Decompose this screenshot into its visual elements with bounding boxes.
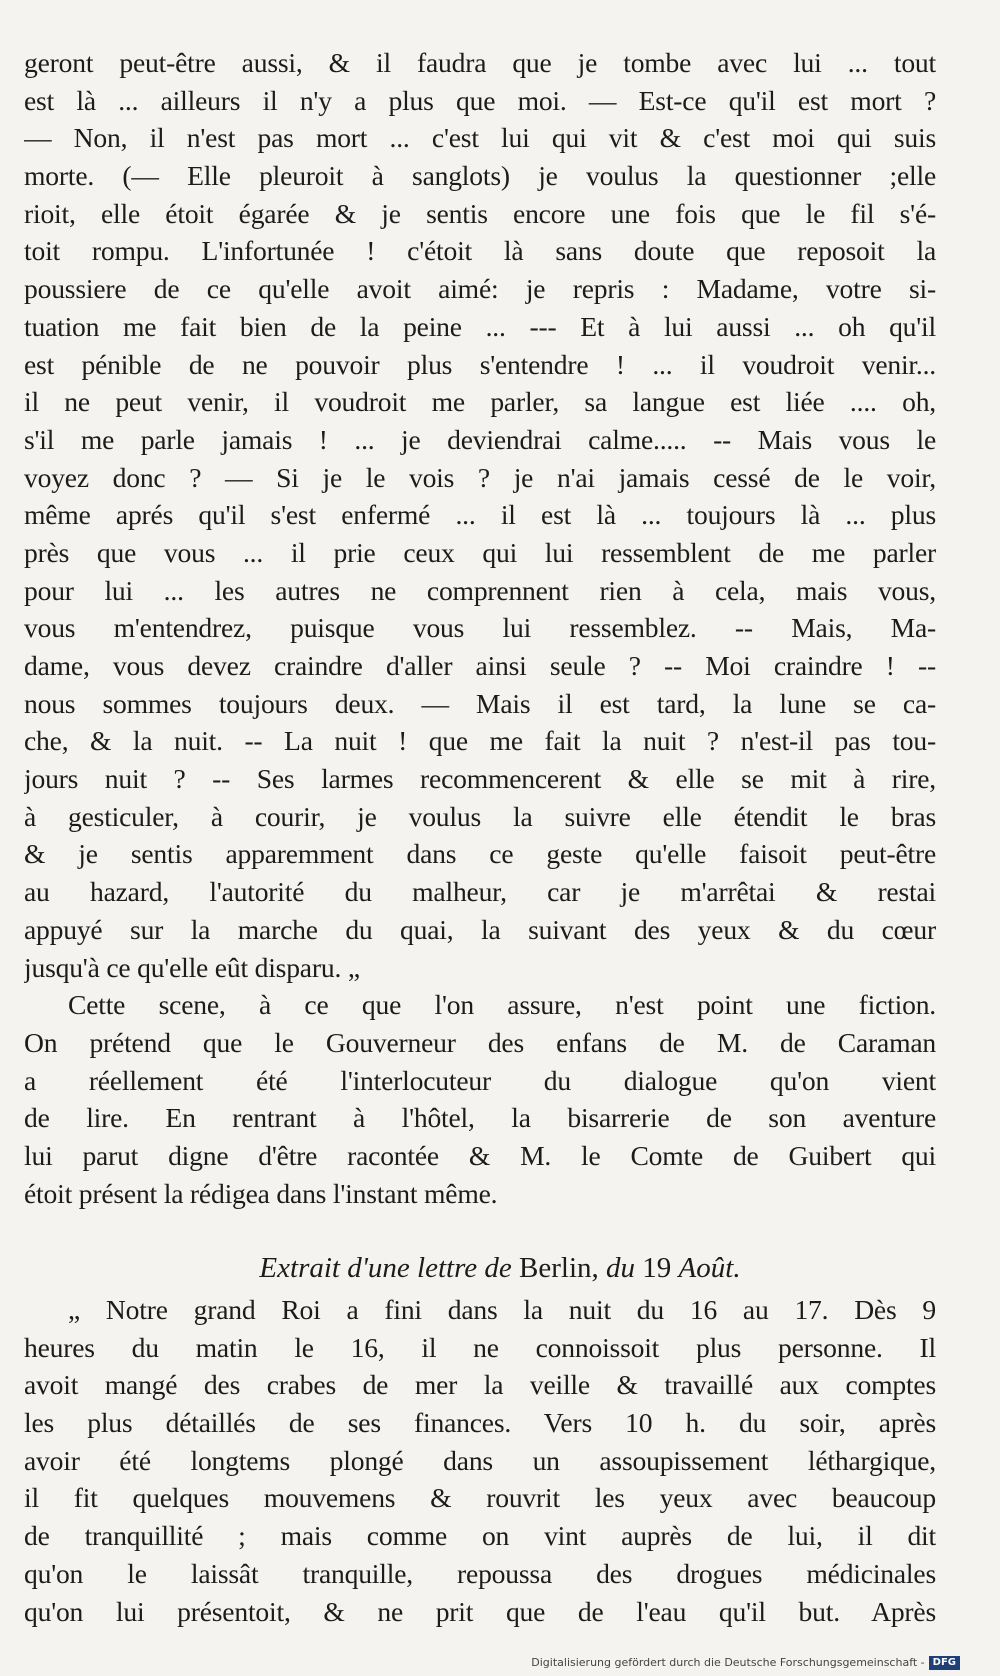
text-line: vous m'entendrez, puisque vous lui ressemblez. -- Mais, Ma- — [24, 612, 936, 644]
text-line: On prétend que le Gouverneur des enfans de M. de Caraman — [24, 1026, 936, 1058]
letter-text-block — [24, 1291, 936, 1630]
text-line: de lire. En rentrant à l'hôtel, la bisarrerie de son aventure — [24, 1102, 936, 1134]
text-line: „ Notre grand Roi a fini dans la nuit du 16 au 17. Dès 9 — [68, 1294, 936, 1325]
heading-part: Extrait d'une lettre de — [259, 1252, 512, 1284]
text-line: de tranquillité ; mais comme on vint auprès de lui, il dit — [24, 1520, 936, 1552]
text-line: Cette scene, à ce que l'on assure, n'est point une fiction. — [68, 989, 936, 1021]
text-line: toit rompu. L'infortunée ! c'étoit là sans doute que reposoit la — [24, 235, 936, 267]
text-line: poussiere de ce qu'elle avoit aimé: je repris : Madame, votre si- — [24, 273, 936, 305]
section-heading — [0, 1248, 1000, 1288]
digitization-credit — [531, 1654, 960, 1672]
text-line: rioit, elle étoit égarée & je sentis encore une fois que le fil s'é- — [24, 197, 936, 229]
text-line: geront peut-être aussi, & il faudra que je tombe avec lui ... tout — [24, 47, 936, 78]
text-line: che, & la nuit. -- La nuit ! que me fait la nuit ? n'est-il pas tou- — [24, 725, 936, 757]
text-line: qu'on le laissât tranquille, repoussa des drogues médicinales — [24, 1557, 936, 1589]
heading-part: 19 — [642, 1252, 672, 1284]
text-line: morte. (— Elle pleuroit à sanglots) je voulus la questionner ;elle — [24, 160, 936, 192]
heading-part: Berlin, — [519, 1252, 599, 1284]
text-line: étoit présent la rédigea dans l'instant même. — [24, 1177, 498, 1209]
text-line: à gesticuler, à courir, je voulus la suivre elle étendit le bras — [24, 800, 936, 832]
text-line: jours nuit ? -- Ses larmes recommencerent & elle se mit à rire, — [24, 763, 936, 795]
text-line: est là ... ailleurs il n'y a plus que moi. — Est-ce qu'il est mort ? — [24, 84, 936, 116]
main-text-block — [24, 44, 936, 1212]
text-line: s'il me parle jamais ! ... je deviendrai calme..... -- Mais vous le — [24, 423, 936, 455]
text-line: au hazard, l'autorité du malheur, car je m'arrêtai & restai — [24, 876, 936, 908]
text-line: tuation me fait bien de la peine ... --- Et à lui aussi ... oh qu'il — [24, 310, 936, 342]
text-line: avoit mangé des crabes de mer la veille & travaillé aux comptes — [24, 1369, 936, 1401]
text-line: près que vous ... il prie ceux qui lui ressemblent de me parler — [24, 536, 936, 568]
text-line: heures du matin le 16, il ne connoissoit plus personne. Il — [24, 1331, 936, 1363]
heading-part: Août. — [678, 1252, 741, 1284]
text-line: pour lui ... les autres ne comprennent rien à cela, mais vous, — [24, 574, 936, 606]
text-line: qu'on lui présentoit, & ne prit que de l'eau qu'il but. Après — [24, 1595, 936, 1627]
credit-text: Digitalisierung gefördert durch die Deutsche Forschungsgemeinschaft - — [531, 1656, 925, 1669]
text-line: même aprés qu'il s'est enfermé ... il est là ... toujours là ... plus — [24, 499, 936, 531]
dfg-logo: DFG — [929, 1656, 960, 1670]
heading-part: du — [606, 1252, 636, 1284]
text-line: dame, vous devez craindre d'aller ainsi seule ? -- Moi craindre ! -- — [24, 650, 936, 681]
text-line: a réellement été l'interlocuteur du dialogue qu'on vient — [24, 1064, 936, 1096]
text-line: est pénible de ne pouvoir plus s'entendre ! ... il voudroit venir... — [24, 348, 936, 380]
text-line: nous sommes toujours deux. — Mais il est tard, la lune se ca- — [24, 687, 936, 719]
text-line: appuyé sur la marche du quai, la suivant des yeux & du cœur — [24, 913, 936, 945]
text-line: les plus détaillés de ses finances. Vers 10 h. du soir, après — [24, 1407, 936, 1439]
text-line: avoir été longtems plongé dans un assoupissement léthargique, — [24, 1444, 936, 1476]
text-line: il fit quelques mouvemens & rouvrit les yeux avec beaucoup — [24, 1482, 936, 1514]
text-line: voyez donc ? — Si je le vois ? je n'ai jamais cessé de le voir, — [24, 461, 936, 493]
text-line: — Non, il n'est pas mort ... c'est lui qui vit & c'est moi qui suis — [24, 122, 936, 154]
text-line: & je sentis apparemment dans ce geste qu'elle faisoit peut-être — [24, 838, 936, 870]
text-line: il ne peut venir, il voudroit me parler, sa langue est liée .... oh, — [24, 386, 936, 418]
text-line: lui parut digne d'être racontée & M. le Comte de Guibert qui — [24, 1139, 936, 1171]
text-line: jusqu'à ce qu'elle eût disparu. „ — [24, 951, 360, 983]
